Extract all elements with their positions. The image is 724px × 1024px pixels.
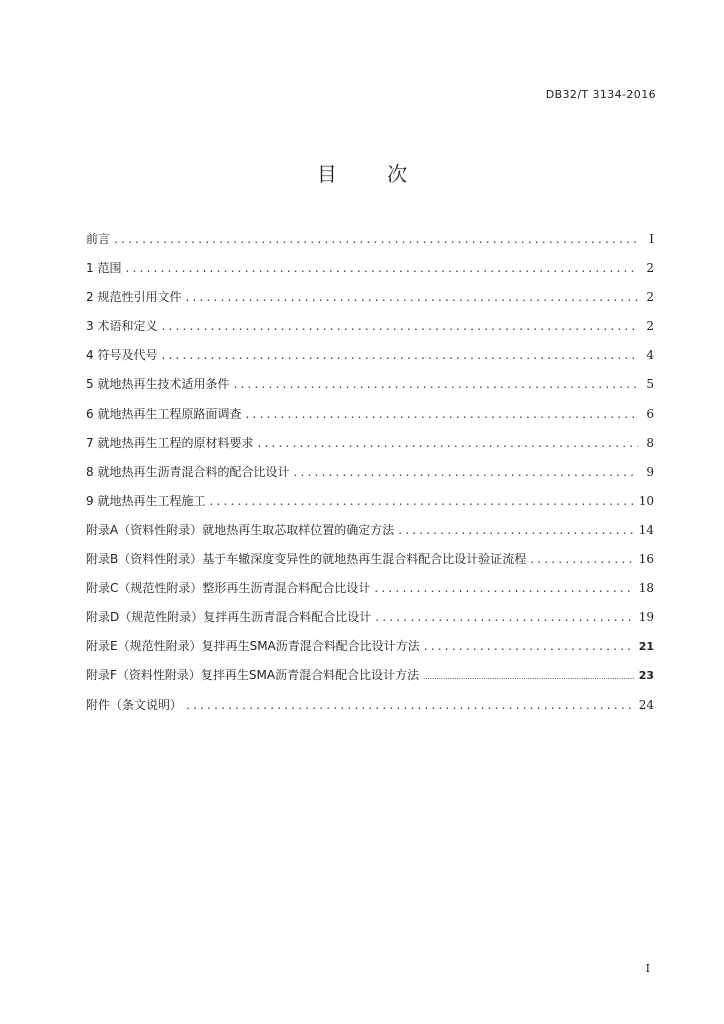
- toc-entry-section-6[interactable]: [86, 404, 654, 433]
- toc-entry-appendix-c[interactable]: [86, 578, 654, 607]
- toc-entry-label: 4 符号及代号: [86, 348, 158, 363]
- toc-entry-appendix-b[interactable]: [86, 549, 654, 578]
- toc-entry-section-9[interactable]: [86, 491, 654, 520]
- toc-leader-dots: [530, 549, 634, 569]
- toc-entry-scope[interactable]: [86, 258, 654, 287]
- toc-entry-label: 前言: [86, 232, 111, 246]
- toc-entry-page: 23: [638, 669, 654, 683]
- toc-entry-appendix-e[interactable]: [86, 636, 654, 665]
- toc-leader-dots: [257, 433, 638, 453]
- toc-entry-label: 3 术语和定义: [86, 319, 158, 334]
- toc-entry-page: 8: [646, 435, 654, 450]
- toc-entry-section-7[interactable]: [86, 433, 654, 462]
- toc-leader-dots: [186, 695, 635, 715]
- toc-entry-page: 21: [638, 640, 654, 654]
- toc-leader-dots: [114, 229, 638, 249]
- toc-leader-dots: [233, 374, 638, 394]
- toc-entry-label: 7 就地热再生工程的原材料要求: [86, 435, 254, 450]
- toc-entry-label: 附录E（规范性附录）复拌再生SMA沥青混合料配合比设计方法: [86, 639, 420, 654]
- toc-entry-page: 14: [638, 522, 654, 537]
- toc-entry-normative-references[interactable]: [86, 287, 654, 316]
- toc-entry-page: 2: [646, 319, 654, 334]
- toc-entry-terms-definitions[interactable]: [86, 316, 654, 345]
- toc-entry-label: 1 范围: [86, 261, 122, 276]
- toc-entry-section-8[interactable]: [86, 462, 654, 491]
- toc-entry-page: 2: [646, 261, 654, 276]
- toc-leader-dots: [423, 667, 635, 687]
- page-title: 目 次: [316, 162, 430, 186]
- toc-entry-page: 24: [638, 697, 654, 712]
- toc-entry-label: 附录A（资料性附录）就地热再生取芯取样位置的确定方法: [86, 522, 395, 537]
- toc-entry-page: I: [649, 232, 654, 246]
- toc-leader-dots: [209, 491, 634, 511]
- toc-leader-dots: [125, 258, 638, 278]
- toc-leader-dots: [293, 462, 638, 482]
- toc-entry-appendix-f[interactable]: [86, 665, 654, 694]
- toc-entry-label: 附录C（规范性附录）整形再生沥青混合料配合比设计: [86, 581, 371, 596]
- toc-leader-dots: [398, 520, 635, 540]
- toc-entry-section-5[interactable]: [86, 374, 654, 403]
- toc-leader-dots: [161, 345, 638, 365]
- toc-leader-dots: [375, 607, 634, 627]
- toc-entry-label: 2 规范性引用文件: [86, 290, 182, 305]
- table-of-contents: [86, 229, 654, 724]
- toc-entry-page: 4: [646, 348, 654, 363]
- document-code: DB32/T 3134-2016: [545, 88, 656, 101]
- toc-entry-page: 19: [638, 610, 654, 625]
- toc-entry-label: 附件（条文说明）: [86, 697, 183, 712]
- toc-entry-page: 9: [646, 464, 654, 479]
- toc-leader-dots: [374, 578, 634, 598]
- toc-entry-page: 18: [638, 581, 654, 596]
- toc-entry-label: 5 就地热再生技术适用条件: [86, 377, 230, 392]
- toc-leader-dots: [245, 404, 638, 424]
- toc-entry-page: 10: [638, 493, 654, 508]
- toc-entry-attachment[interactable]: [86, 695, 654, 724]
- toc-entry-page: 16: [638, 552, 654, 567]
- page-number: I: [645, 962, 650, 975]
- toc-entry-page: 2: [646, 290, 654, 305]
- toc-entry-label: 9 就地热再生工程施工: [86, 493, 206, 508]
- toc-entry-label: 附录F（资料性附录）复拌再生SMA沥青混合料配合比设计方法: [86, 668, 420, 683]
- toc-leader-dots: [185, 287, 638, 307]
- toc-entry-page: 5: [646, 377, 654, 392]
- toc-entry-appendix-d[interactable]: [86, 607, 654, 636]
- toc-entry-appendix-a[interactable]: [86, 520, 654, 549]
- toc-entry-label: 8 就地热再生沥青混合料的配合比设计: [86, 464, 290, 479]
- toc-entry-label: 附录B（资料性附录）基于车辙深度变异性的就地热再生混合料配合比设计验证流程: [86, 552, 527, 567]
- toc-leader-dots: [424, 636, 635, 656]
- toc-leader-dots: [161, 316, 638, 336]
- toc-entry-symbols[interactable]: [86, 345, 654, 374]
- toc-entry-label: 附录D（规范性附录）复拌再生沥青混合料配合比设计: [86, 610, 372, 625]
- toc-entry-page: 6: [646, 406, 654, 421]
- toc-entry-label: 6 就地热再生工程原路面调查: [86, 406, 242, 421]
- toc-entry-preface[interactable]: [86, 229, 654, 258]
